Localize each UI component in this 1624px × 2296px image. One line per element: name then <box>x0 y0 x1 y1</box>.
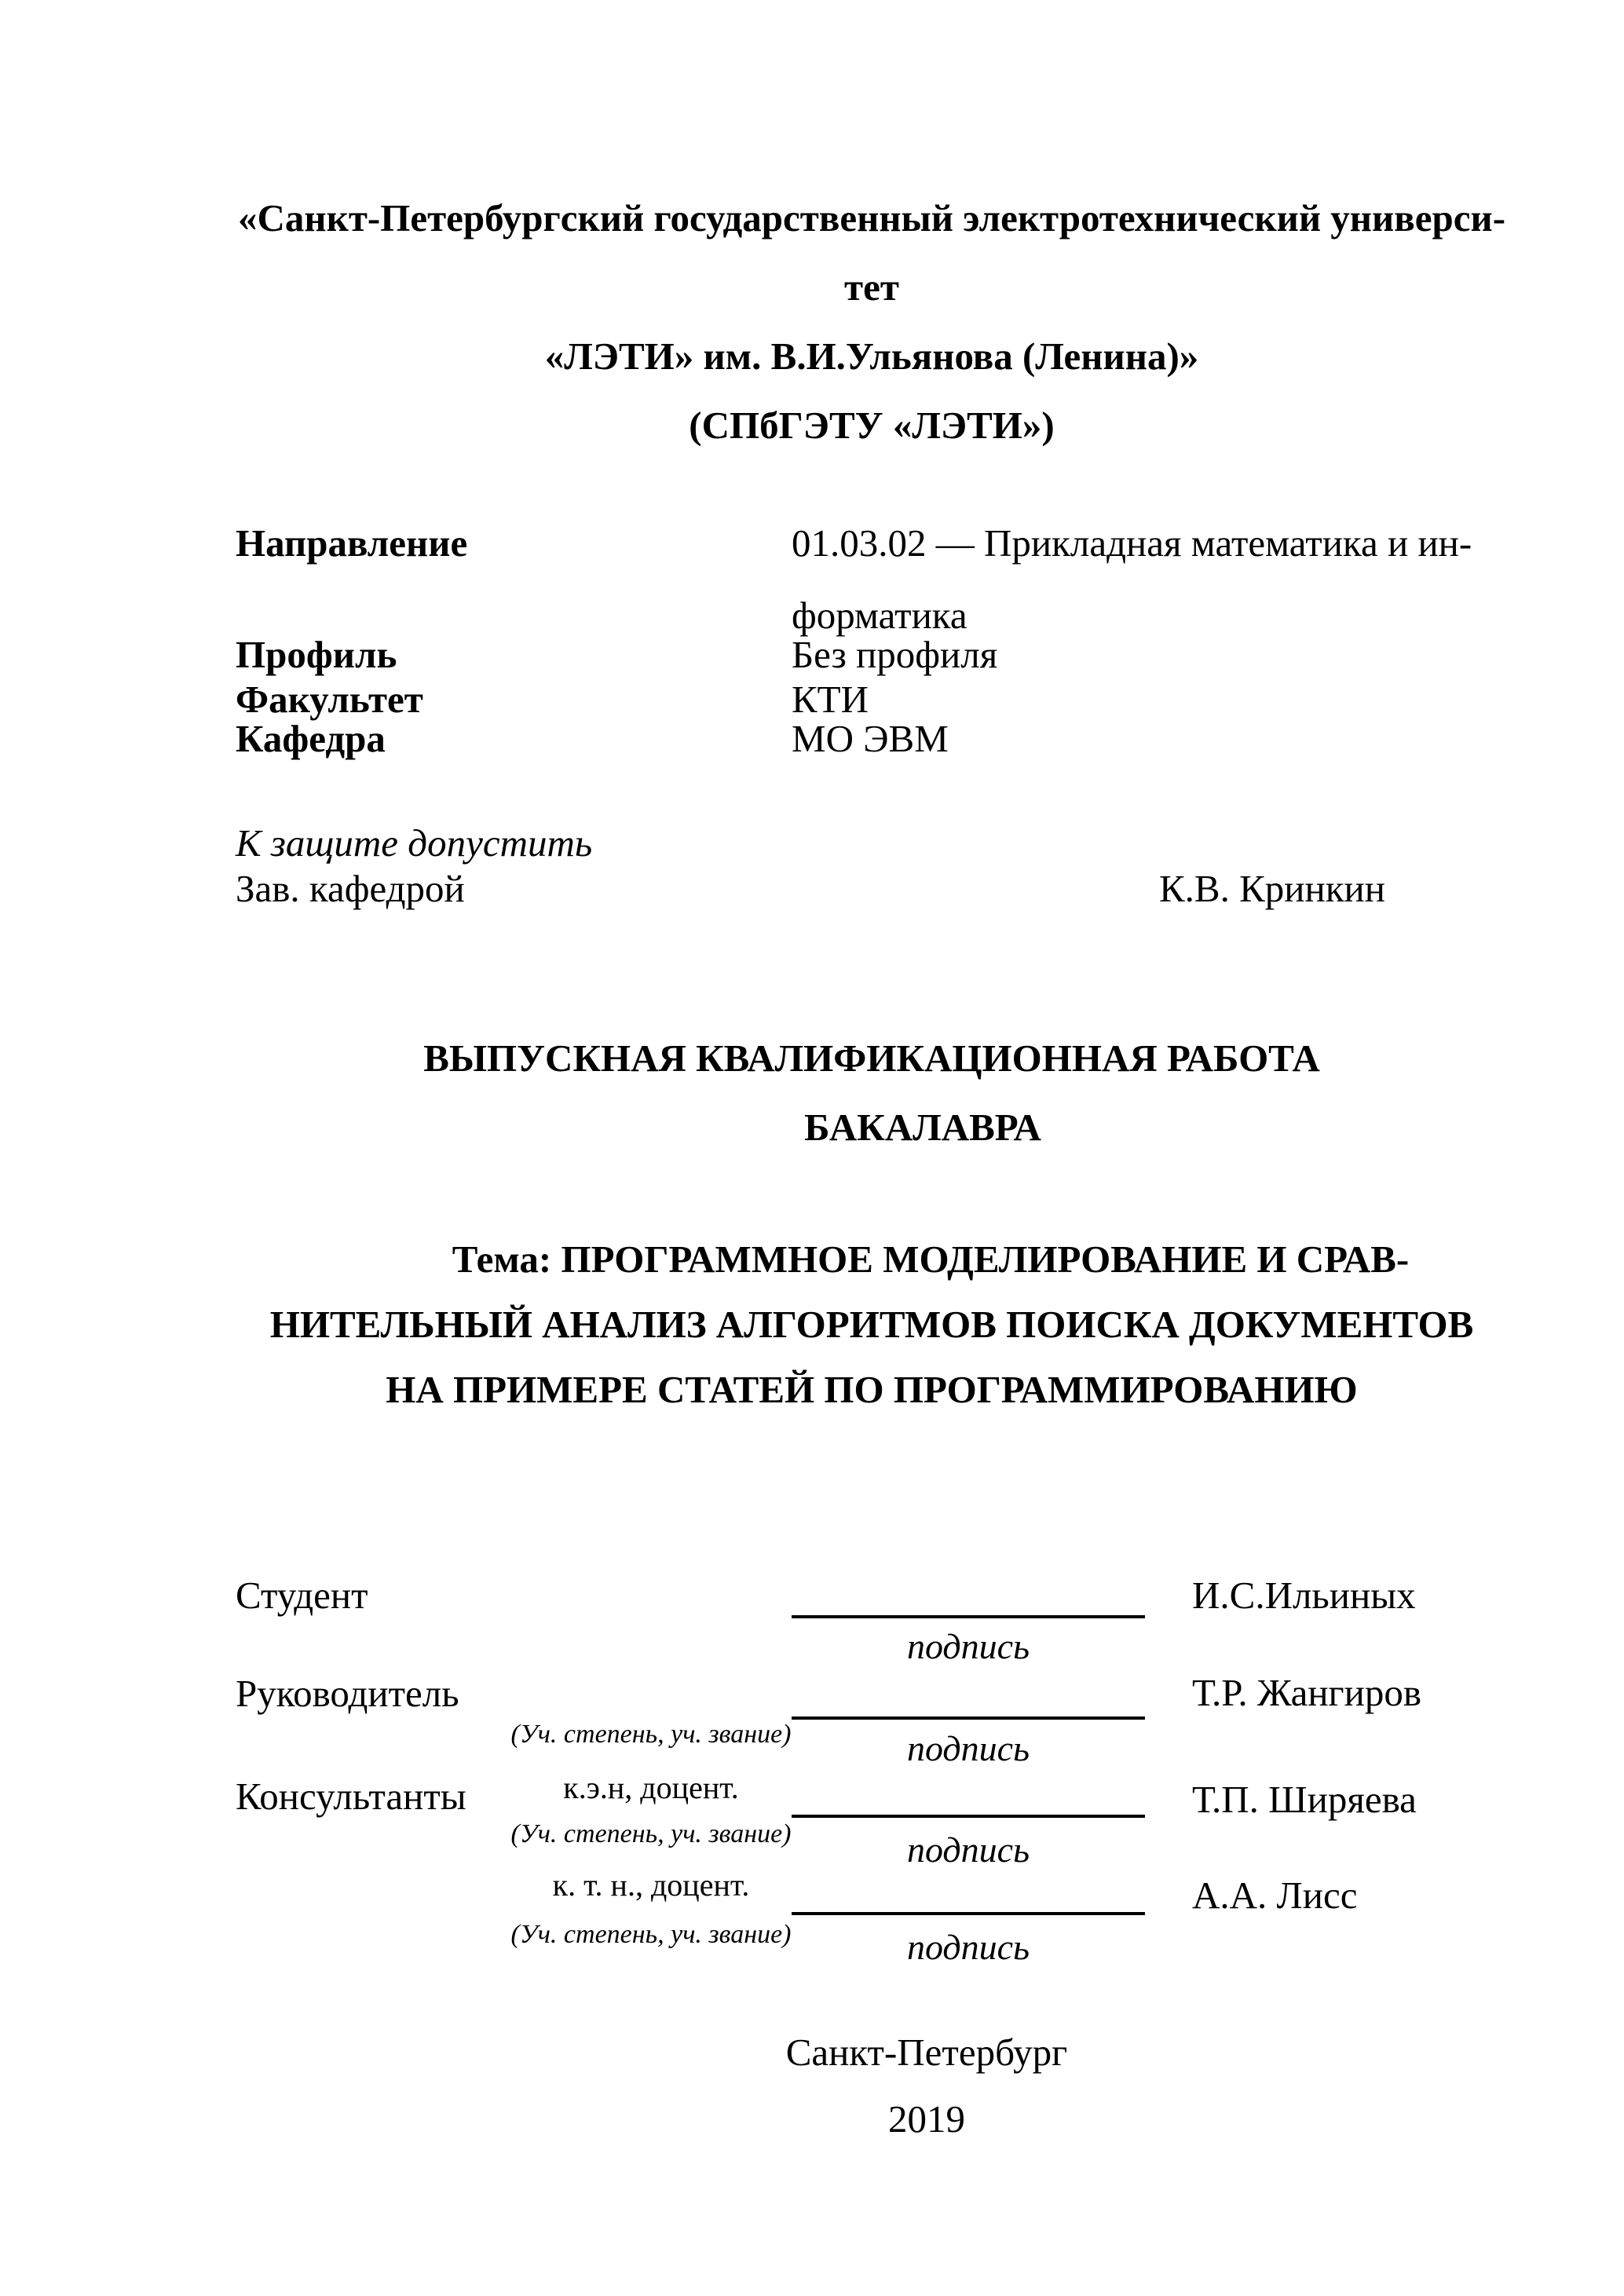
field-label-faculty: Факультет <box>236 678 423 721</box>
signature-role-supervisor: Руководитель <box>236 1672 459 1715</box>
field-value-faculty: КТИ <box>792 678 869 721</box>
work-type-title <box>236 1024 1508 1162</box>
field-value-direction-wrap: форматика <box>792 594 967 637</box>
work-type-line: БАКАЛАВРА <box>804 1106 1041 1149</box>
signature-role-consultants: Консультанты <box>236 1775 466 1818</box>
thesis-topic <box>236 1227 1508 1422</box>
department-head-name: К.В. Кринкин <box>1159 867 1385 910</box>
footer <box>236 2019 1508 2152</box>
degree-text: к. т. н., доцент. <box>552 1867 750 1903</box>
degree-caption: (Уч. степень, уч. звание) <box>510 1920 792 1949</box>
admission-note: К защите допустить <box>236 821 593 865</box>
university-name-line: «Санкт-Петербургский государственный электротехнический универси- <box>237 196 1506 239</box>
city: Санкт-Петербург <box>785 2031 1068 2074</box>
signature-role-student: Студент <box>236 1574 368 1617</box>
field-label-direction: Направление <box>236 521 468 565</box>
degree-caption: (Уч. степень, уч. звание) <box>510 1819 792 1848</box>
thesis-topic-line: НА ПРИМЕРЕ СТАТЕЙ ПО ПРОГРАММИРОВАНИЮ <box>386 1368 1358 1411</box>
thesis-topic-line: НИТЕЛЬНЫЙ АНАЛИЗ АЛГОРИТМОВ ПОИСКА ДОКУМЕНТОВ <box>269 1303 1474 1346</box>
university-name-line: (СПбГЭТУ «ЛЭТИ») <box>689 404 1055 447</box>
field-value-profile: Без профиля <box>792 633 998 676</box>
signatory-name-consultant-2: А.А. Лисс <box>1192 1874 1358 1917</box>
work-type-line: ВЫПУСКНАЯ КВАЛИФИКАЦИОННАЯ РАБОТА <box>423 1036 1320 1080</box>
university-name-line: тет <box>844 265 899 309</box>
field-label-profile: Профиль <box>236 633 397 676</box>
year: 2019 <box>888 2097 965 2141</box>
signature-caption: подпись <box>906 1626 1030 1666</box>
university-name-line: «ЛЭТИ» им. В.И.Ульянова (Ленина)» <box>544 335 1199 378</box>
signatory-name-supervisor: Т.Р. Жангиров <box>1192 1671 1422 1714</box>
field-label-department: Кафедра <box>236 717 386 760</box>
signature-line <box>792 1717 1145 1720</box>
signatory-name-consultant-1: Т.П. Ширяева <box>1192 1778 1417 1821</box>
signature-caption: подпись <box>906 1927 1030 1967</box>
signature-caption: подпись <box>906 1728 1030 1768</box>
signature-caption: подпись <box>906 1830 1030 1870</box>
signature-line <box>792 1815 1145 1818</box>
department-head-label: Зав. кафедрой <box>236 867 465 910</box>
field-value-department: МО ЭВМ <box>792 717 949 760</box>
signatory-name-student: И.С.Ильиных <box>1192 1574 1416 1617</box>
signature-line <box>792 1912 1145 1915</box>
university-header <box>236 184 1508 460</box>
signature-line <box>792 1615 1145 1618</box>
thesis-topic-line: Тема: ПРОГРАММНОЕ МОДЕЛИРОВАНИЕ И СРАВ- <box>452 1238 1410 1281</box>
degree-text: к.э.н, доцент. <box>563 1770 739 1805</box>
degree-caption: (Уч. степень, уч. звание) <box>510 1720 792 1749</box>
field-value-direction: 01.03.02 — Прикладная математика и ин- <box>792 521 1472 565</box>
